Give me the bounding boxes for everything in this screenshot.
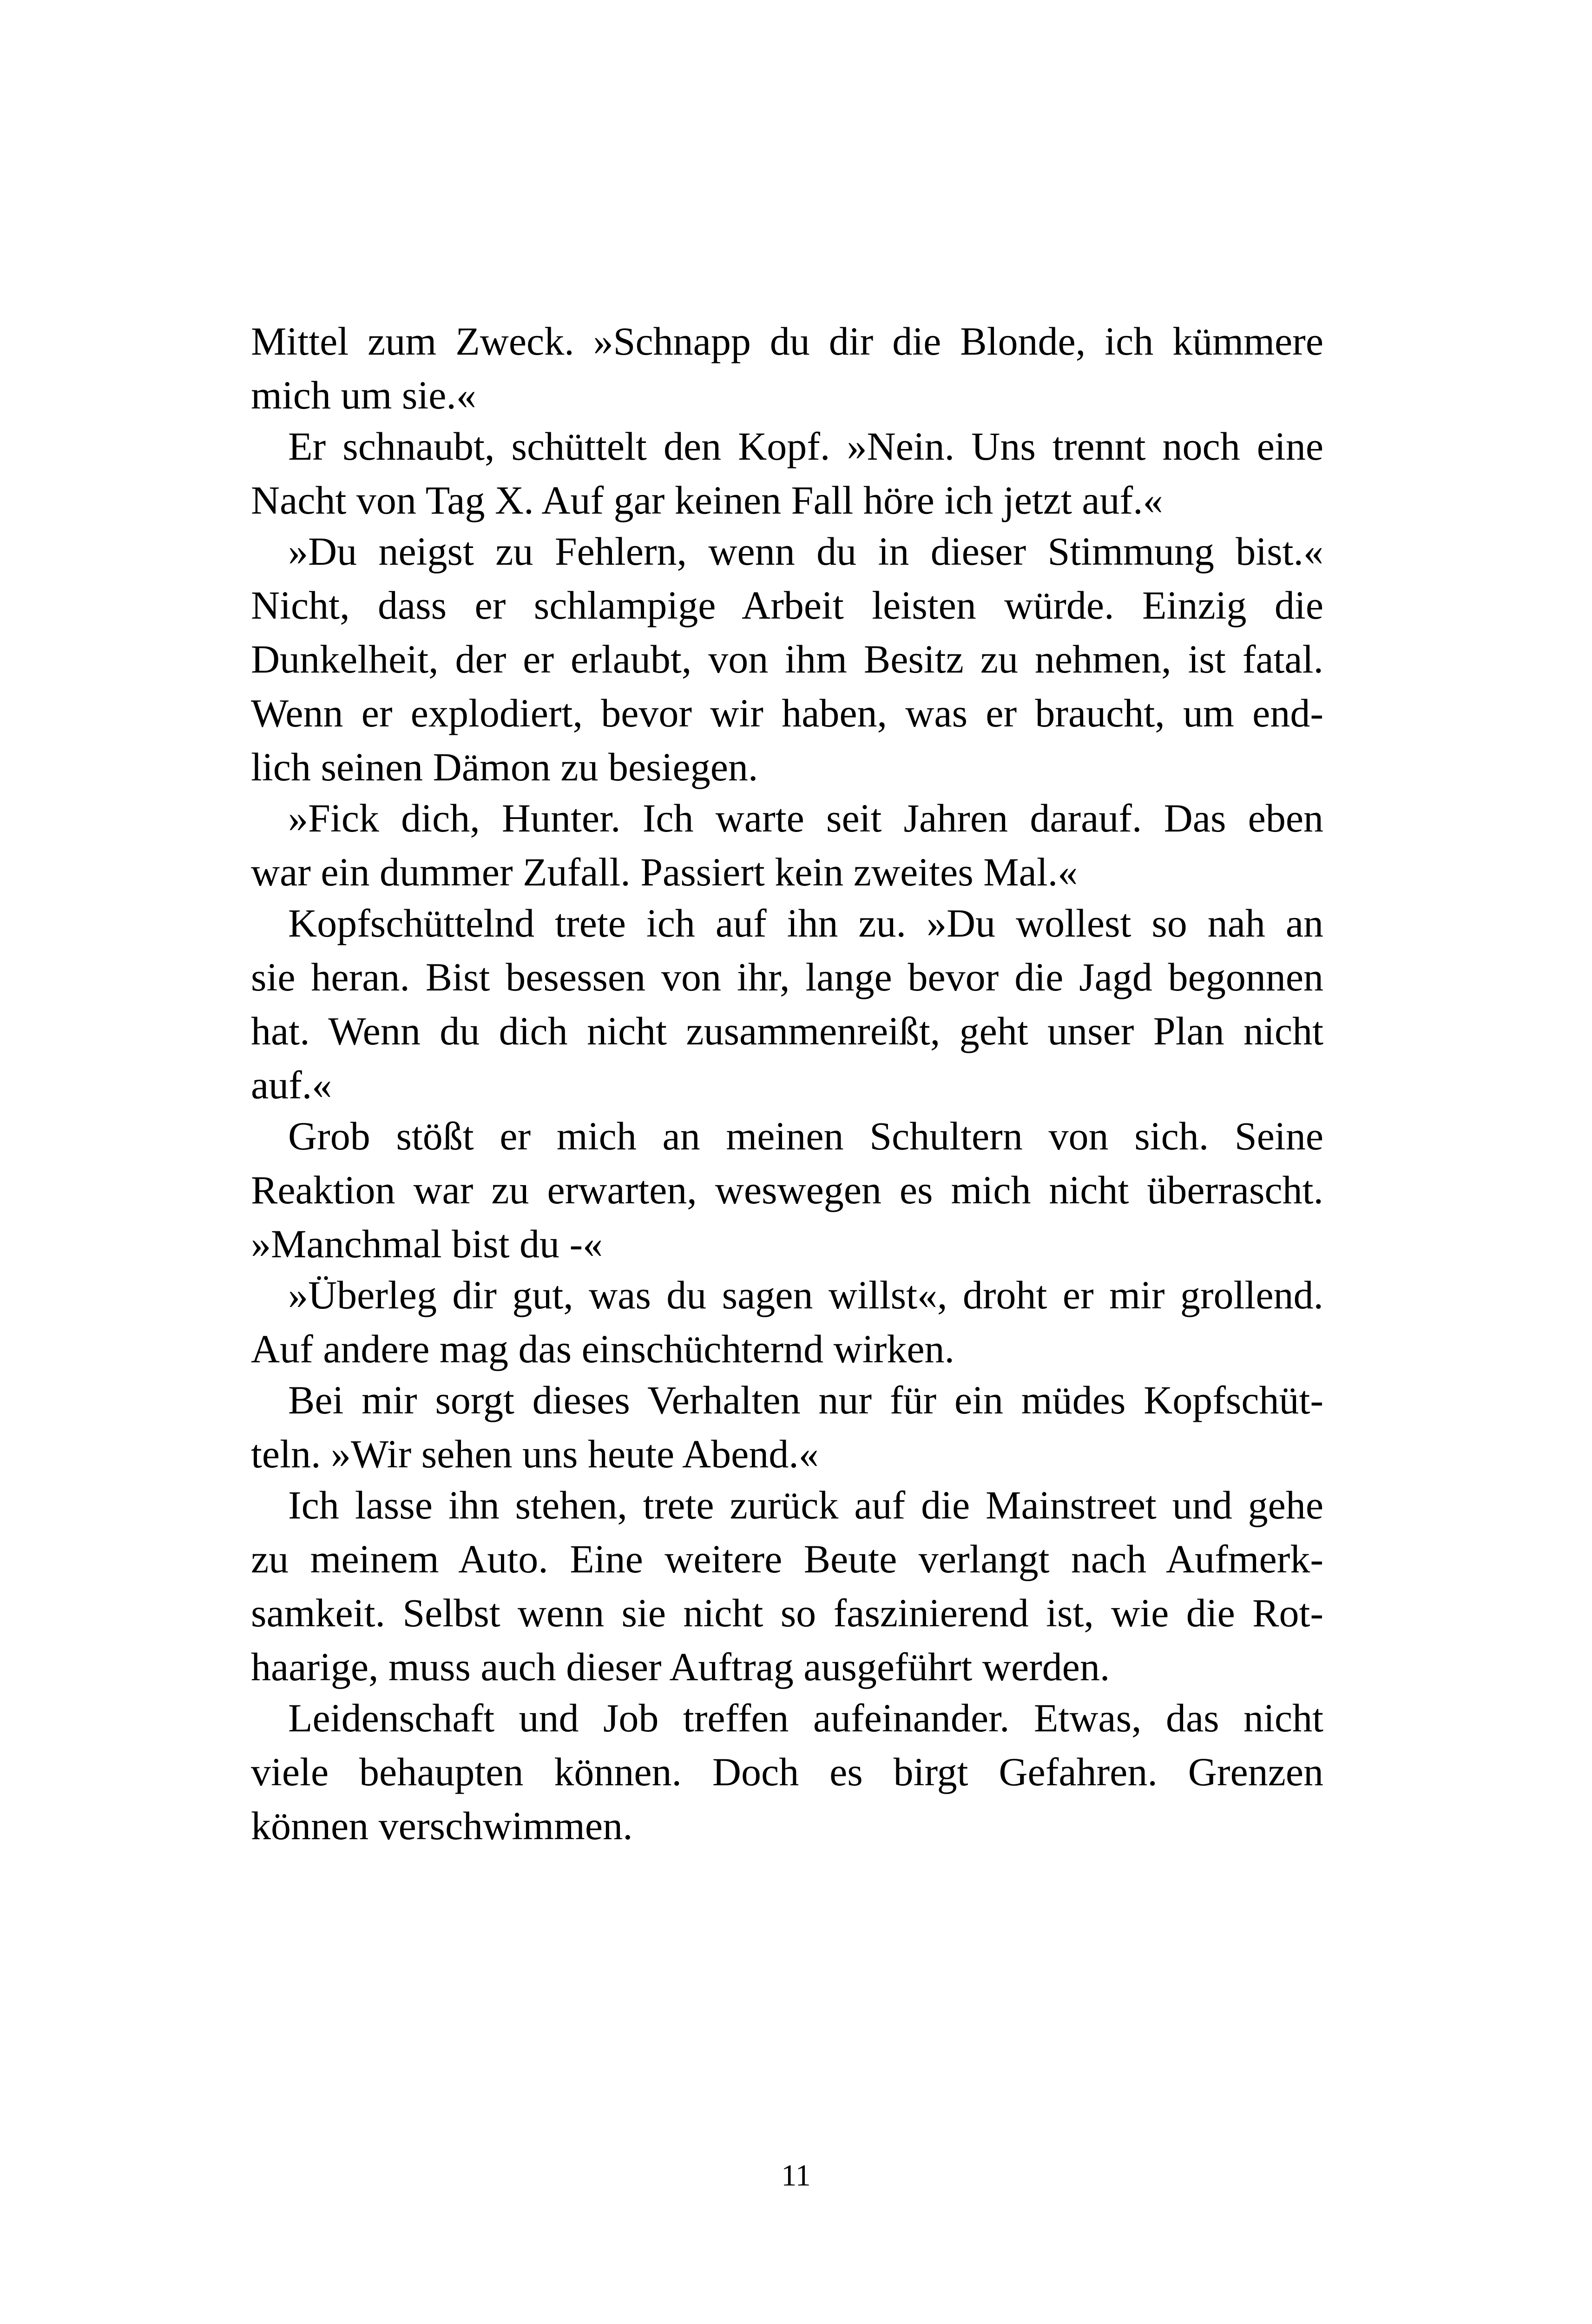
text-line: sie heran. Bist besessen von ihr, lange bevor die Jagd begonnen [251, 955, 1323, 999]
text-line: Auf andere mag das einschüchternd wirken. [251, 1327, 954, 1371]
text-line: Dunkelheit, der er erlaubt, von ihm Besitz zu nehmen, ist fatal. [251, 637, 1323, 681]
text-line: »Fick dich, Hunter. Ich warte seit Jahren darauf. Das eben [288, 796, 1323, 840]
text-line: Nicht, dass er schlampige Arbeit leisten würde. Einzig die [251, 583, 1323, 627]
text-line: Er schnaubt, schüttelt den Kopf. »Nein. Uns trennt noch eine [288, 424, 1323, 469]
text-line: Grob stößt er mich an meinen Schultern von sich. Seine [288, 1114, 1323, 1158]
text-line: hat. Wenn du dich nicht zusammenreißt, geht unser Plan nicht [251, 1009, 1323, 1053]
text-line: auf.« [251, 1063, 332, 1107]
text-line: lich seinen Dämon zu besiegen. [251, 745, 758, 789]
text-line: Mittel zum Zweck. »Schnapp du dir die Blonde, ich kümmere [251, 319, 1323, 363]
text-line: Leidenschaft und Job treffen aufeinander. Etwas, das nicht [288, 1696, 1323, 1740]
text-line: teln. »Wir sehen uns heute Abend.« [251, 1432, 819, 1476]
text-line: viele behaupten können. Doch es birgt Gefahren. Grenzen [251, 1750, 1323, 1794]
text-line: mich um sie.« [251, 373, 476, 417]
text-line: können verschwimmen. [251, 1803, 633, 1848]
text-line: Ich lasse ihn stehen, trete zurück auf die Mainstreet und gehe [288, 1483, 1323, 1527]
page-number: 11 [781, 2159, 811, 2192]
text-line: war ein dummer Zufall. Passiert kein zweites Mal.« [251, 850, 1078, 894]
text-line: Wenn er explodiert, bevor wir haben, was er braucht, um end- [251, 691, 1323, 735]
text-line: haarige, muss auch dieser Auftrag ausgeführt werden. [251, 1644, 1110, 1689]
text-line: Kopfschüttelnd trete ich auf ihn zu. »Du wollest so nah an [288, 901, 1323, 945]
text-line: Nacht von Tag X. Auf gar keinen Fall höre ich jetzt auf.« [251, 478, 1163, 522]
text-line: zu meinem Auto. Eine weitere Beute verlangt nach Aufmerk- [251, 1537, 1323, 1581]
text-line: Bei mir sorgt dieses Verhalten nur für ein müdes Kopfschüt- [288, 1378, 1323, 1422]
text-line: samkeit. Selbst wenn sie nicht so faszinierend ist, wie die Rot- [251, 1591, 1323, 1635]
text-line: »Manchmal bist du -« [251, 1221, 603, 1266]
text-line: »Überleg dir gut, was du sagen willst«, droht er mir grollend. [288, 1273, 1323, 1317]
text-line: »Du neigst zu Fehlern, wenn du in dieser Stimmung bist.« [288, 529, 1323, 574]
text-line: Reaktion war zu erwarten, weswegen es mich nicht überrascht. [251, 1168, 1323, 1212]
